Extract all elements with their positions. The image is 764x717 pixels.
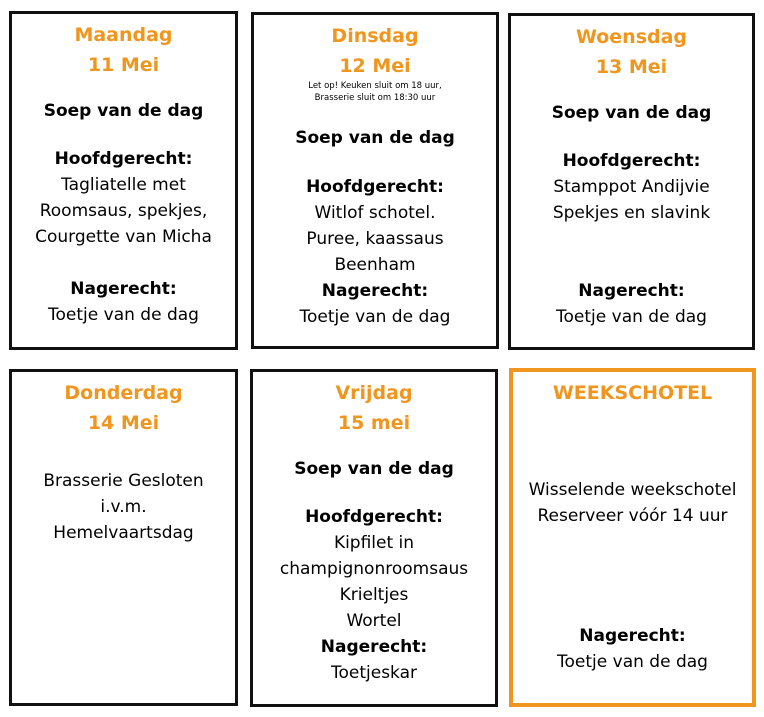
main-course-label: Hoofdgerecht:: [305, 507, 443, 527]
main-course-label: Hoofdgerecht:: [54, 149, 193, 169]
dessert-value: Toetje van de dag: [299, 307, 451, 327]
dessert-value: Toetjeskar: [330, 663, 417, 683]
dessert-label: Nagerecht:: [70, 279, 177, 299]
weekschotel-line: Reserveer vóór 14 uur: [537, 506, 728, 526]
soup-label: Soep van de dag: [294, 459, 454, 479]
soup-label: Soep van de dag: [295, 128, 455, 148]
closed-notice-line: Brasserie Gesloten: [43, 471, 204, 491]
day-name: Woensdag: [575, 26, 688, 48]
main-course-label: Hoofdgerecht:: [562, 151, 701, 171]
main-course-label: Hoofdgerecht:: [306, 177, 444, 197]
day-date: 13 Mei: [595, 56, 668, 78]
main-course-line: Roomsaus, spekjes,: [39, 201, 208, 221]
soup-label: Soep van de dag: [43, 101, 204, 121]
main-course-line: Spekjes en slavink: [552, 203, 711, 223]
day-name: Vrijdag: [335, 382, 413, 404]
day-name: Dinsdag: [331, 25, 419, 47]
day-name: Donderdag: [64, 382, 183, 404]
main-course-line: Courgette van Micha: [35, 227, 212, 247]
closed-notice-line: Hemelvaartsdag: [53, 523, 194, 543]
main-course-line: Wortel: [346, 611, 402, 631]
dessert-label: Nagerecht:: [320, 637, 428, 657]
notice-line: Brasserie sluit om 18:30 uur: [314, 93, 436, 103]
menu-card-donderdag: [9, 369, 238, 706]
main-course-line: Witlof schotel.: [314, 203, 436, 223]
main-course-line: Tagliatelle met: [61, 175, 186, 195]
weekschotel-title: WEEKSCHOTEL: [552, 382, 713, 404]
main-course-line: Kipfilet in: [333, 533, 415, 553]
menu-card-dinsdag: [251, 12, 499, 349]
day-date: 11 Mei: [87, 54, 160, 76]
dessert-label: Nagerecht:: [578, 281, 685, 301]
main-course-line: Krieltjes: [339, 585, 409, 605]
main-course-line: champignonroomsaus: [279, 559, 469, 579]
main-course-line: Beenham: [334, 255, 416, 275]
dessert-value: Toetje van de dag: [556, 307, 707, 327]
closed-notice-line: i.v.m.: [100, 497, 147, 517]
main-course-line: Puree, kaassaus: [306, 229, 444, 249]
notice-line: Let op! Keuken sluit om 18 uur,: [308, 81, 442, 91]
menu-card-weekschotel: [509, 368, 756, 707]
menu-card-vrijdag: [250, 369, 498, 707]
dessert-value: Toetje van de dag: [48, 305, 199, 325]
day-date: 15 mei: [337, 412, 411, 434]
dessert-label: Nagerecht:: [321, 281, 429, 301]
day-name: Maandag: [74, 24, 173, 46]
day-date: 12 Mei: [339, 55, 411, 77]
weekschotel-line: Wisselende weekschotel: [528, 480, 737, 500]
dessert-value: Toetje van de dag: [557, 652, 708, 672]
day-date: 14 Mei: [87, 412, 160, 434]
main-course-line: Stamppot Andijvie: [553, 177, 710, 197]
dessert-label: Nagerecht:: [579, 626, 686, 646]
soup-label: Soep van de dag: [551, 103, 712, 123]
menu-card-maandag: [9, 11, 238, 350]
menu-card-woensdag: [508, 13, 755, 350]
